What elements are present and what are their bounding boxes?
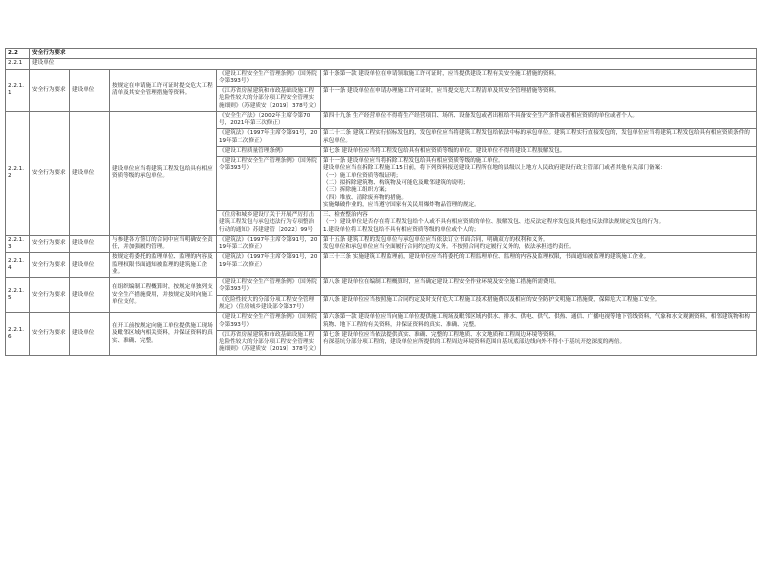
table-row xyxy=(6,313,757,331)
legal-basis: 《危险性较大的分部分项工程安全管理规定》（住房城乡建设部令第37号） xyxy=(217,295,321,313)
clause-text: 第三十三条 实施建筑工程监理前，建设单位应当将委托的工程监理单位、监理的内容及监理权限，书面通知被监理的建筑施工企业。 xyxy=(321,253,757,278)
clause-line: 建设单位应当在拆除工程施工15日前，将下列资料报送建设工程所在地的县级以上地方人民政府建设行政主管部门或者其他有关部门备案： xyxy=(323,165,666,172)
legal-basis: 《建筑法》（1997年主席令第91号，2019年第二次修正） xyxy=(217,129,321,147)
clause-line: （三）拆除施工组织方案； xyxy=(323,187,391,194)
clause-text: 第八条 建设单位应当按照施工合同约定及时支付危大工程施工技术措施费以及相应的安全防护文明施工措施费，保障危大工程施工安全。 xyxy=(321,295,757,313)
item-requirement: 与参建各方签订的合同中应当明确安全责任，并加强履约管理。 xyxy=(110,235,217,253)
legal-basis: 《建设工程安全生产管理条例》（国务院令第393号） xyxy=(217,157,321,211)
clause-line: 第七条 建设单位应当依法提供真实、准确、完整的工程地质、水文地质和工程周边环境等资料。 xyxy=(323,331,560,338)
table-row xyxy=(6,111,757,129)
section-number: 2.2 xyxy=(6,49,30,59)
clause-text: 第六条第一款 建设单位应当向施工单位提供施工现场及毗邻区域内供水、排水、供电、供气、供热、通信、广播电视等地下管线资料，气象和水文观测资料，相邻建筑物和构筑物、地下工程的有关资料，并保证资料的真实、准确、完整。 xyxy=(321,313,757,331)
clause-text: 第八条 建设单位在编制工程概算时，应当确定建设工程安全作业环境及安全施工措施所需费用。 xyxy=(321,278,757,296)
clause-text xyxy=(321,330,757,355)
item-number: 2.2.1.4 xyxy=(6,253,30,278)
subsection-title: 建设单位 xyxy=(30,59,757,69)
clause-line: 实施爆破作业的，应当遵守国家有关民用爆炸物品管理的规定。 xyxy=(323,201,480,208)
legal-basis: 《建筑法》（1997年主席令第91号，2019年第二次修正） xyxy=(217,253,321,278)
item-category: 安全行为要求 xyxy=(30,313,70,355)
clause-text: 第四十九条 生产经营单位不得将生产经营项目、场所、设备发包或者出租给不具备安全生产条件或者相应资质的单位或者个人。 xyxy=(321,111,757,129)
section-header-row xyxy=(6,49,757,59)
legal-basis: 《建设工程安全生产管理条例》（国务院令第393号） xyxy=(217,69,321,87)
clause-line: 有深基坑分部分项工程的，建设单位应所提供的工程周边环境资料范围自基坑底部边线向外不得小于基坑开挖深度的两倍。 xyxy=(323,339,626,346)
clause-line: 三、检查整治内容 xyxy=(323,212,368,219)
item-subject: 建设单位 xyxy=(70,278,110,313)
legal-basis: 《建设工程安全生产管理条例》（国务院令第393号） xyxy=(217,278,321,296)
item-number: 2.2.1.2 xyxy=(6,111,30,235)
table-row xyxy=(6,235,757,253)
item-category: 安全行为要求 xyxy=(30,69,70,111)
item-subject: 建设单位 xyxy=(70,111,110,235)
safety-requirements-table xyxy=(5,48,757,356)
clause-text xyxy=(321,211,757,236)
item-category: 安全行为要求 xyxy=(30,235,70,253)
item-subject: 建设单位 xyxy=(70,69,110,111)
legal-basis: 《住房和城乡建设厅关于开展严厉打击建筑工程发包与承包违法行为专项整治行动的通知》苏建建管〔2022〕99号 xyxy=(217,211,321,236)
table-row xyxy=(6,253,757,278)
clause-text: 第二十二条 建筑工程实行招标发包的，发包单位应当将建筑工程发包给依法中标的承包单位。建筑工程实行直接发包的，发包单位应当将建筑工程发包给具有相应资质条件的承包单位。 xyxy=(321,129,757,147)
item-requirement: 按规定将委托的监理单位、监理的内容及监理权限书面通知被监理的建筑施工企业。 xyxy=(110,253,217,278)
legal-basis: 《江苏省房屋建筑和市政基础设施工程危险性较大的分部分项工程安全管理实施细则》（苏建质安〔2019〕378号文） xyxy=(217,87,321,112)
item-number: 2.2.1.5 xyxy=(6,278,30,313)
item-subject: 建设单位 xyxy=(70,313,110,355)
legal-basis: 《江苏省房屋建筑和市政基础设施工程危险性较大的分部分项工程安全管理实施细则》（苏建质安〔2019〕378号文） xyxy=(217,330,321,355)
section-title: 安全行为要求 xyxy=(30,49,757,59)
legal-basis: 《建设工程质量管理条例》 xyxy=(217,146,321,156)
legal-basis: 《安全生产法》（2002年主席令第70号，2021年第三次修正） xyxy=(217,111,321,129)
subsection-number: 2.2.1 xyxy=(6,59,30,69)
item-number: 2.2.1.3 xyxy=(6,235,30,253)
legal-basis: 《建筑法》（1997年主席令第91号，2019年第二次修正） xyxy=(217,235,321,253)
item-number: 2.2.1.1 xyxy=(6,69,30,111)
item-subject: 建设单位 xyxy=(70,235,110,253)
clause-text: 第十一条 建设单位在申请办理施工许可证时，应当提交危大工程清单及其安全管理措施等资料。 xyxy=(321,87,757,112)
item-subject: 建设单位 xyxy=(70,253,110,278)
item-category: 安全行为要求 xyxy=(30,253,70,278)
clause-text: 第十条第一款 建设单位在申请领取施工许可证时，应当提供建设工程有关安全施工措施的资料。 xyxy=(321,69,757,87)
clause-text: 第七条 建设单位应当将工程发包给具有相应资质等级的单位。建设单位不得将建设工程肢解发包。 xyxy=(321,146,757,156)
clause-line: 1.建设单位将工程发包给不具有相应资质等级的单位或个人的； xyxy=(323,226,480,233)
item-category: 安全行为要求 xyxy=(30,278,70,313)
clause-line: 发包单位和承包单位应当全面履行合同约定的义务。不按照合同约定履行义务的，依法承担违约责任。 xyxy=(323,244,575,251)
clause-line: （一）施工单位资质等级证明； xyxy=(323,172,402,179)
clause-line: （一）建设单位是否存在将工程发包给个人或不具有相应资质的单位、肢解发包、违反法定程序发包及其他违反法律法规规定发包的行为。 xyxy=(323,219,665,226)
table-row xyxy=(6,69,757,87)
item-number: 2.2.1.6 xyxy=(6,313,30,355)
clause-line: 第十五条 建筑工程的发包单位与承包单位应当依法订立书面合同，明确双方的权利和义务。 xyxy=(323,236,549,243)
item-requirement: 按规定在申请施工许可证时提交危大工程清单及其安全管理措施等资料。 xyxy=(110,69,217,111)
clause-line: （二）拟拆除建筑物、构筑物及可能危及毗邻建筑的说明； xyxy=(323,179,469,186)
item-requirement: 在开工前按规定向施工单位提供施工现场及毗邻区域内相关资料，并保证资料的真实、准确、完整。 xyxy=(110,313,217,355)
subsection-header-row xyxy=(6,59,757,69)
legal-basis: 《建设工程安全生产管理条例》（国务院令第393号） xyxy=(217,313,321,331)
table-row xyxy=(6,278,757,296)
item-category: 安全行为要求 xyxy=(30,111,70,235)
clause-text xyxy=(321,235,757,253)
clause-text xyxy=(321,157,757,211)
clause-line: 第十一条 建设单位应当将拆除工程发包给具有相应资质等级的施工单位。 xyxy=(323,158,504,165)
item-requirement: 建设单位应当将建筑工程发包给具有相应资质等级的承包单位。 xyxy=(110,111,217,235)
clause-line: （四）堆放、清除废弃物的措施。 xyxy=(323,194,407,201)
item-requirement: 在组织编制工程概算时，按规定单独列支安全生产措施费用，并按规定及时向施工单位支付。 xyxy=(110,278,217,313)
